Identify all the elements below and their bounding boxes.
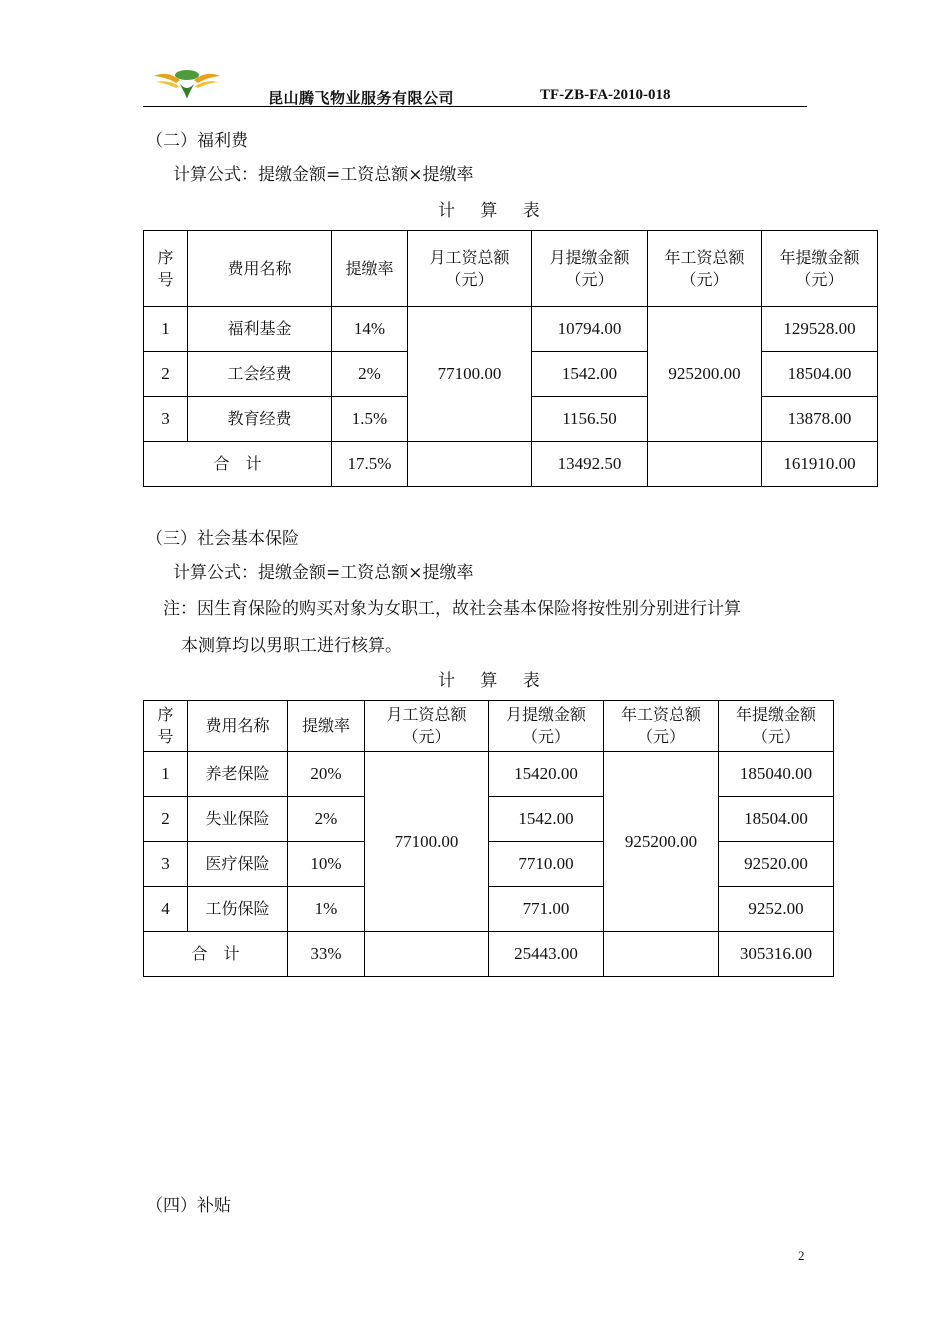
total-annual-amount: 305316.00 — [719, 932, 834, 977]
welfare-table — [143, 230, 878, 487]
row-rate: 2% — [332, 352, 408, 397]
row-name: 教育经费 — [188, 397, 332, 442]
total-annual-wage-empty — [648, 442, 762, 487]
total-monthly-amount: 13492.50 — [532, 442, 648, 487]
document-code: TF-ZB-FA-2010-018 — [540, 87, 671, 103]
row-name: 失业保险 — [188, 797, 288, 842]
header-no: 序号 — [144, 231, 188, 307]
total-label: 合 计 — [144, 932, 288, 977]
row-no: 2 — [144, 797, 188, 842]
row-annual-amount: 129528.00 — [762, 307, 878, 352]
section-title-subsidy: （四）补贴 — [146, 1196, 231, 1216]
winged-logo-icon — [150, 66, 224, 102]
annual-wage-total: 925200.00 — [604, 752, 719, 932]
row-monthly-amount: 7710.00 — [489, 842, 604, 887]
company-name: 昆山腾飞物业服务有限公司 — [268, 89, 455, 107]
row-annual-amount: 185040.00 — [719, 752, 834, 797]
insurance-table-caption: 计 算 表 — [438, 671, 550, 691]
insurance-formula: 计算公式：提缴金额=工资总额×提缴率 — [173, 563, 474, 583]
header-name: 费用名称 — [188, 701, 288, 752]
header-annual-amount: 年提缴金额 （元） — [719, 701, 834, 752]
table-row — [144, 752, 834, 797]
header-rate: 提缴率 — [288, 701, 365, 752]
row-no: 4 — [144, 887, 188, 932]
row-no: 2 — [144, 352, 188, 397]
insurance-table — [143, 700, 834, 977]
welfare-table-caption: 计 算 表 — [438, 201, 550, 221]
section-title-social-insurance: （三）社会基本保险 — [146, 529, 299, 549]
header-name: 费用名称 — [188, 231, 332, 307]
header-monthly-wage: 月工资总额 （元） — [365, 701, 489, 752]
row-name: 医疗保险 — [188, 842, 288, 887]
header-rate: 提缴率 — [332, 231, 408, 307]
page-number: 2 — [798, 1248, 805, 1263]
row-name: 养老保险 — [188, 752, 288, 797]
table-total-row — [144, 932, 834, 977]
annual-wage-total: 925200.00 — [648, 307, 762, 442]
insurance-note: 注：因生育保险的购买对象为女职工，故社会基本保险将按性别分别进行计算 — [163, 599, 741, 619]
header-divider — [143, 106, 807, 107]
row-annual-amount: 92520.00 — [719, 842, 834, 887]
table-row — [144, 307, 878, 352]
section-title-welfare: （二）福利费 — [146, 131, 248, 151]
row-no: 3 — [144, 842, 188, 887]
row-rate: 20% — [288, 752, 365, 797]
table-row — [144, 887, 834, 932]
monthly-wage-total: 77100.00 — [408, 307, 532, 442]
row-monthly-amount: 10794.00 — [532, 307, 648, 352]
row-monthly-amount: 1156.50 — [532, 397, 648, 442]
header-monthly-amount: 月提缴金额 （元） — [489, 701, 604, 752]
row-annual-amount: 13878.00 — [762, 397, 878, 442]
row-rate: 10% — [288, 842, 365, 887]
insurance-note-continued: 本测算均以男职工进行核算。 — [181, 636, 402, 656]
row-no: 3 — [144, 397, 188, 442]
total-label: 合 计 — [144, 442, 332, 487]
row-no: 1 — [144, 307, 188, 352]
row-name: 工伤保险 — [188, 887, 288, 932]
total-rate: 33% — [288, 932, 365, 977]
header-annual-wage: 年工资总额 （元） — [604, 701, 719, 752]
table-header-row — [144, 231, 878, 307]
header-annual-amount: 年提缴金额 （元） — [762, 231, 878, 307]
row-annual-amount: 9252.00 — [719, 887, 834, 932]
row-no: 1 — [144, 752, 188, 797]
row-annual-amount: 18504.00 — [762, 352, 878, 397]
row-annual-amount: 18504.00 — [719, 797, 834, 842]
table-row — [144, 842, 834, 887]
row-monthly-amount: 1542.00 — [489, 797, 604, 842]
table-header-row — [144, 701, 834, 752]
row-name: 工会经费 — [188, 352, 332, 397]
row-rate: 1.5% — [332, 397, 408, 442]
total-monthly-amount: 25443.00 — [489, 932, 604, 977]
row-monthly-amount: 771.00 — [489, 887, 604, 932]
total-annual-amount: 161910.00 — [762, 442, 878, 487]
header-annual-wage: 年工资总额 （元） — [648, 231, 762, 307]
row-rate: 1% — [288, 887, 365, 932]
header-monthly-amount: 月提缴金额 （元） — [532, 231, 648, 307]
total-annual-wage-empty — [604, 932, 719, 977]
total-monthly-wage-empty — [408, 442, 532, 487]
header-monthly-wage: 月工资总额 （元） — [408, 231, 532, 307]
total-monthly-wage-empty — [365, 932, 489, 977]
row-monthly-amount: 1542.00 — [532, 352, 648, 397]
table-row — [144, 797, 834, 842]
total-rate: 17.5% — [332, 442, 408, 487]
row-name: 福利基金 — [188, 307, 332, 352]
row-rate: 2% — [288, 797, 365, 842]
row-monthly-amount: 15420.00 — [489, 752, 604, 797]
row-rate: 14% — [332, 307, 408, 352]
header-no: 序号 — [144, 701, 188, 752]
welfare-formula: 计算公式：提缴金额=工资总额×提缴率 — [173, 165, 474, 185]
monthly-wage-total: 77100.00 — [365, 752, 489, 932]
table-total-row — [144, 442, 878, 487]
